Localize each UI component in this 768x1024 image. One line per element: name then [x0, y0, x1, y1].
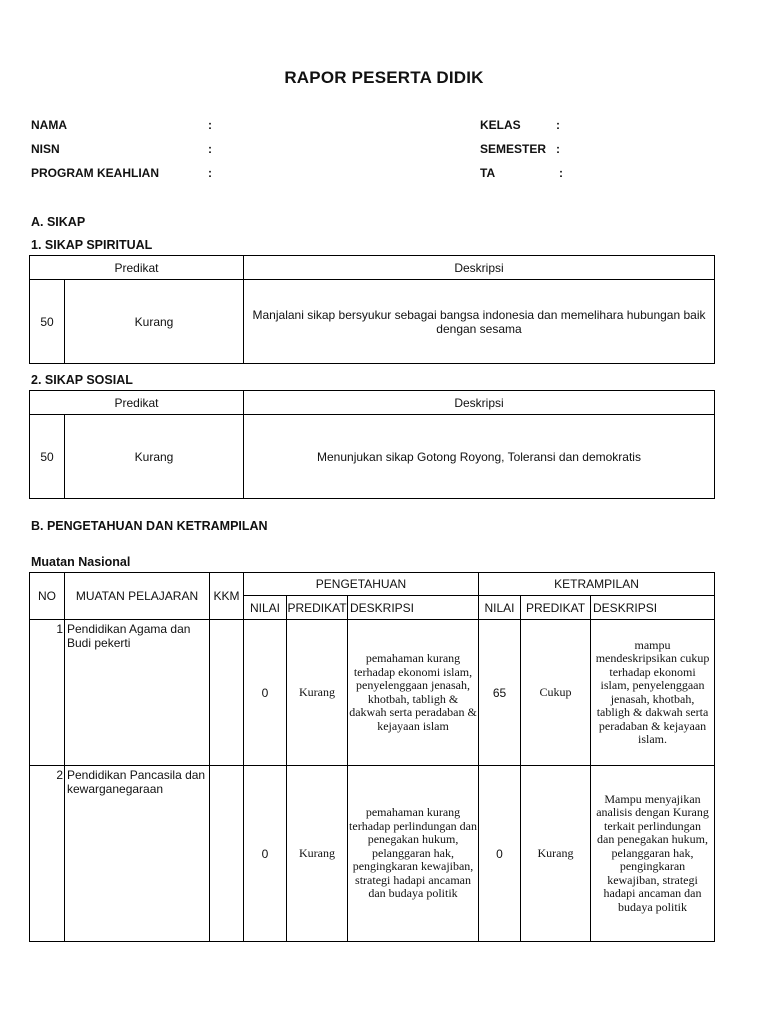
col-p-deskripsi: DESKRIPSI — [348, 596, 479, 620]
spiritual-col-predikat: Predikat — [30, 256, 244, 280]
sosial-predikat: Kurang — [65, 415, 244, 499]
spiritual-heading: 1. SIKAP SPIRITUAL — [31, 238, 153, 252]
muatan-nasional-heading: Muatan Nasional — [31, 555, 131, 569]
col-ketrampilan: KETRAMPILAN — [479, 573, 715, 596]
colon-nisn: : — [208, 142, 212, 156]
col-muatan-pelajaran: MUATAN PELAJARAN — [65, 573, 210, 620]
col-k-nilai: NILAI — [479, 596, 521, 620]
sosial-score: 50 — [30, 415, 65, 499]
spiritual-score: 50 — [30, 280, 65, 364]
col-p-predikat: PREDIKAT — [287, 596, 348, 620]
row-p-deskripsi: pemahaman kurang terhadap ekonomi islam, penyelenggaan jenasah, khotbah, tabligh & dakwah serta peradaban & kejayaan islam — [348, 620, 479, 766]
col-pengetahuan: PENGETAHUAN — [244, 573, 479, 596]
muatan-nasional-table — [29, 572, 715, 942]
row-kkm — [210, 766, 244, 942]
row-p-deskripsi: pemahaman kurang terhadap perlindungan dan penegakan hukum, pelanggaran hak, pengingkaran kewajiban, strategi hadapi ancaman dan budaya politik — [348, 766, 479, 942]
row-no: 2 — [30, 766, 65, 942]
row-k-predikat: Kurang — [521, 766, 591, 942]
row-mapel: Pendidikan Pancasila dan kewarganegaraan — [65, 766, 210, 942]
sosial-table — [29, 390, 715, 499]
label-ta: TA — [480, 166, 496, 180]
table-row — [30, 766, 715, 942]
label-nama: NAMA — [31, 118, 67, 132]
spiritual-col-deskripsi: Deskripsi — [244, 256, 715, 280]
page-title: RAPOR PESERTA DIDIK — [284, 68, 484, 87]
row-k-nilai: 0 — [479, 766, 521, 942]
row-k-predikat: Cukup — [521, 620, 591, 766]
col-k-deskripsi: DESKRIPSI — [591, 596, 715, 620]
row-kkm — [210, 620, 244, 766]
section-a-heading: A. SIKAP — [31, 215, 86, 229]
sosial-col-deskripsi: Deskripsi — [244, 391, 715, 415]
label-program-keahlian: PROGRAM KEAHLIAN — [31, 166, 159, 180]
row-k-nilai: 65 — [479, 620, 521, 766]
sosial-deskripsi: Menunjukan sikap Gotong Royong, Toleransi dan demokratis — [244, 415, 715, 499]
colon-semester: : — [556, 142, 560, 156]
row-k-deskripsi: mampu mendeskripsikan cukup terhadap ekonomi islam, penyelenggaan jenasah, khotbah, tabligh & dakwah serta peradaban & kejayaan islam. — [591, 620, 715, 766]
col-k-predikat: PREDIKAT — [521, 596, 591, 620]
sosial-col-predikat: Predikat — [30, 391, 244, 415]
row-p-nilai: 0 — [244, 766, 287, 942]
row-p-predikat: Kurang — [287, 766, 348, 942]
col-p-nilai: NILAI — [244, 596, 287, 620]
row-mapel: Pendidikan Agama dan Budi pekerti — [65, 620, 210, 766]
label-kelas: KELAS — [480, 118, 521, 132]
col-kkm: KKM — [210, 573, 244, 620]
label-semester: SEMESTER — [480, 142, 547, 156]
row-no: 1 — [30, 620, 65, 766]
colon-program-keahlian: : — [208, 166, 212, 180]
colon-ta: : — [559, 166, 563, 180]
label-nisn: NISN — [31, 142, 60, 156]
row-p-nilai: 0 — [244, 620, 287, 766]
table-row — [30, 620, 715, 766]
spiritual-table — [29, 255, 715, 364]
row-p-predikat: Kurang — [287, 620, 348, 766]
sosial-heading: 2. SIKAP SOSIAL — [31, 373, 133, 387]
row-k-deskripsi: Mampu menyajikan analisis dengan Kurang terkait perlindungan dan penegakan hukum, pelanggaran hak, pengingkaran kewajiban, strategi hadapi ancaman dan budaya politik — [591, 766, 715, 942]
spiritual-deskripsi: Manjalani sikap bersyukur sebagai bangsa indonesia dan memelihara hubungan baik dengan sesama — [244, 280, 715, 364]
spiritual-predikat: Kurang — [65, 280, 244, 364]
colon-nama: : — [208, 118, 212, 132]
colon-kelas: : — [556, 118, 560, 132]
section-b-heading: B. PENGETAHUAN DAN KETRAMPILAN — [31, 519, 268, 533]
col-no: NO — [30, 573, 65, 620]
